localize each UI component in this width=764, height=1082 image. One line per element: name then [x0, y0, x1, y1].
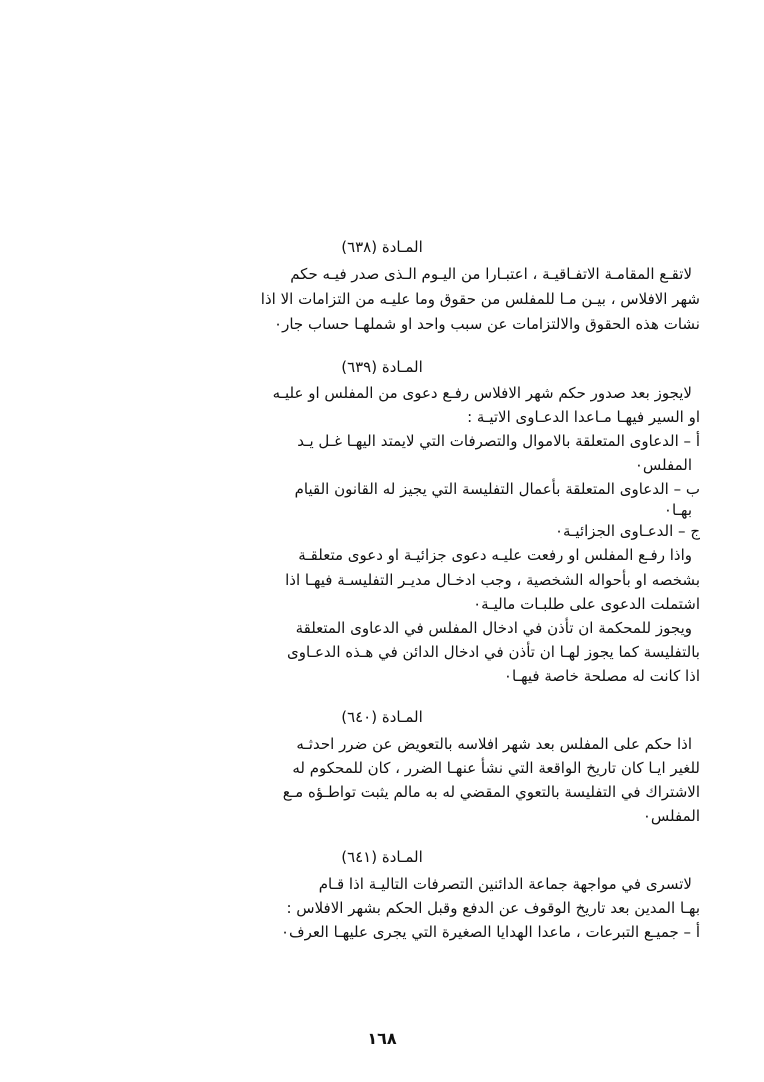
text-line: المفلس٠ — [634, 456, 692, 474]
text-line: نشات هذه الحقوق والالتزامات عن سبب واحد او شملهـا حساب جار٠ — [274, 315, 700, 333]
page-number: ١٦٨ — [367, 1029, 397, 1048]
text-line: للغير ايـا كان تاريخ الواقعة التي نشأ عنهـا الضرر ، كان للمحكوم له — [292, 759, 700, 777]
article-heading: المـادة (٦٤١) — [341, 848, 423, 866]
text-line: لاتقـع المقامـة الاتفـاقيـة ، اعتبـارا من اليـوم الـذى صدر فيـه حكم — [290, 265, 692, 283]
text-line: أ – الدعاوى المتعلقة بالاموال والتصرفات التي لايمتد اليهـا غـل يـد — [297, 432, 700, 450]
text-line: او السير فيهـا مـاعدا الدعـاوى الاتيـة : — [467, 408, 700, 426]
article-heading: المـادة (٦٣٨) — [341, 238, 423, 256]
text-line: اذا كانت له مصلحة خاصة فيهـا٠ — [503, 667, 700, 685]
text-line: الاشتراك في التفليسة بالتعوي المقضي له به مالم يثبت تواطـؤه مـع — [282, 783, 700, 801]
text-line: المفلس٠ — [642, 807, 700, 825]
text-line: واذا رفـع المفلس او رفعت عليـه دعوى جزائيـة او دعوى متعلقـة — [298, 546, 692, 564]
text-line: اشتملت الدعوى على طلبـات ماليـة٠ — [473, 595, 700, 613]
text-line: ويجوز للمحكمة ان تأذن في ادخال المفلس في الدعاوى المتعلقة — [295, 619, 692, 637]
article-heading: المـادة (٦٤٠) — [341, 708, 423, 726]
text-line: بهـا المدين بعد تاريخ الوقوف عن الدفع وقبل الحكم بشهر الافلاس : — [286, 899, 700, 917]
article-heading: المـادة (٦٣٩) — [341, 358, 423, 376]
text-line: لايجوز بعد صدور حكم شهر الافلاس رفـع دعوى من المفلس او عليـه — [272, 384, 692, 402]
text-line: ب – الدعاوى المتعلقة بأعمال التفليسة التي يجيز له القانون القيام — [294, 480, 700, 498]
text-line: بالتفليسة كما يجوز لهـا ان تأذن في ادخال الدائن في هـذه الدعـاوى — [287, 643, 700, 661]
text-line: لاتسرى في مواجهة جماعة الدائنين التصرفات التاليـة اذا قـام — [318, 875, 692, 893]
text-line: شهر الافلاس ، بيـن مـا للمفلس من حقوق وما عليـه من التزامات الا اذا — [260, 290, 700, 308]
text-line: بشخصه او بأحواله الشخصية ، وجب ادخـال مديـر التفليسـة فيهـا اذا — [285, 571, 700, 589]
text-line: أ – جميـع التبرعات ، ماعدا الهدايا الصغيرة التي يجرى عليهـا العرف٠ — [280, 923, 700, 941]
text-line: اذا حكم على المفلس بعد شهر افلاسه بالتعويض عن ضرر احدثـه — [296, 735, 692, 753]
text-line: بهـا٠ — [663, 501, 692, 519]
text-line: ج – الدعـاوى الجزائيـة٠ — [554, 522, 700, 540]
